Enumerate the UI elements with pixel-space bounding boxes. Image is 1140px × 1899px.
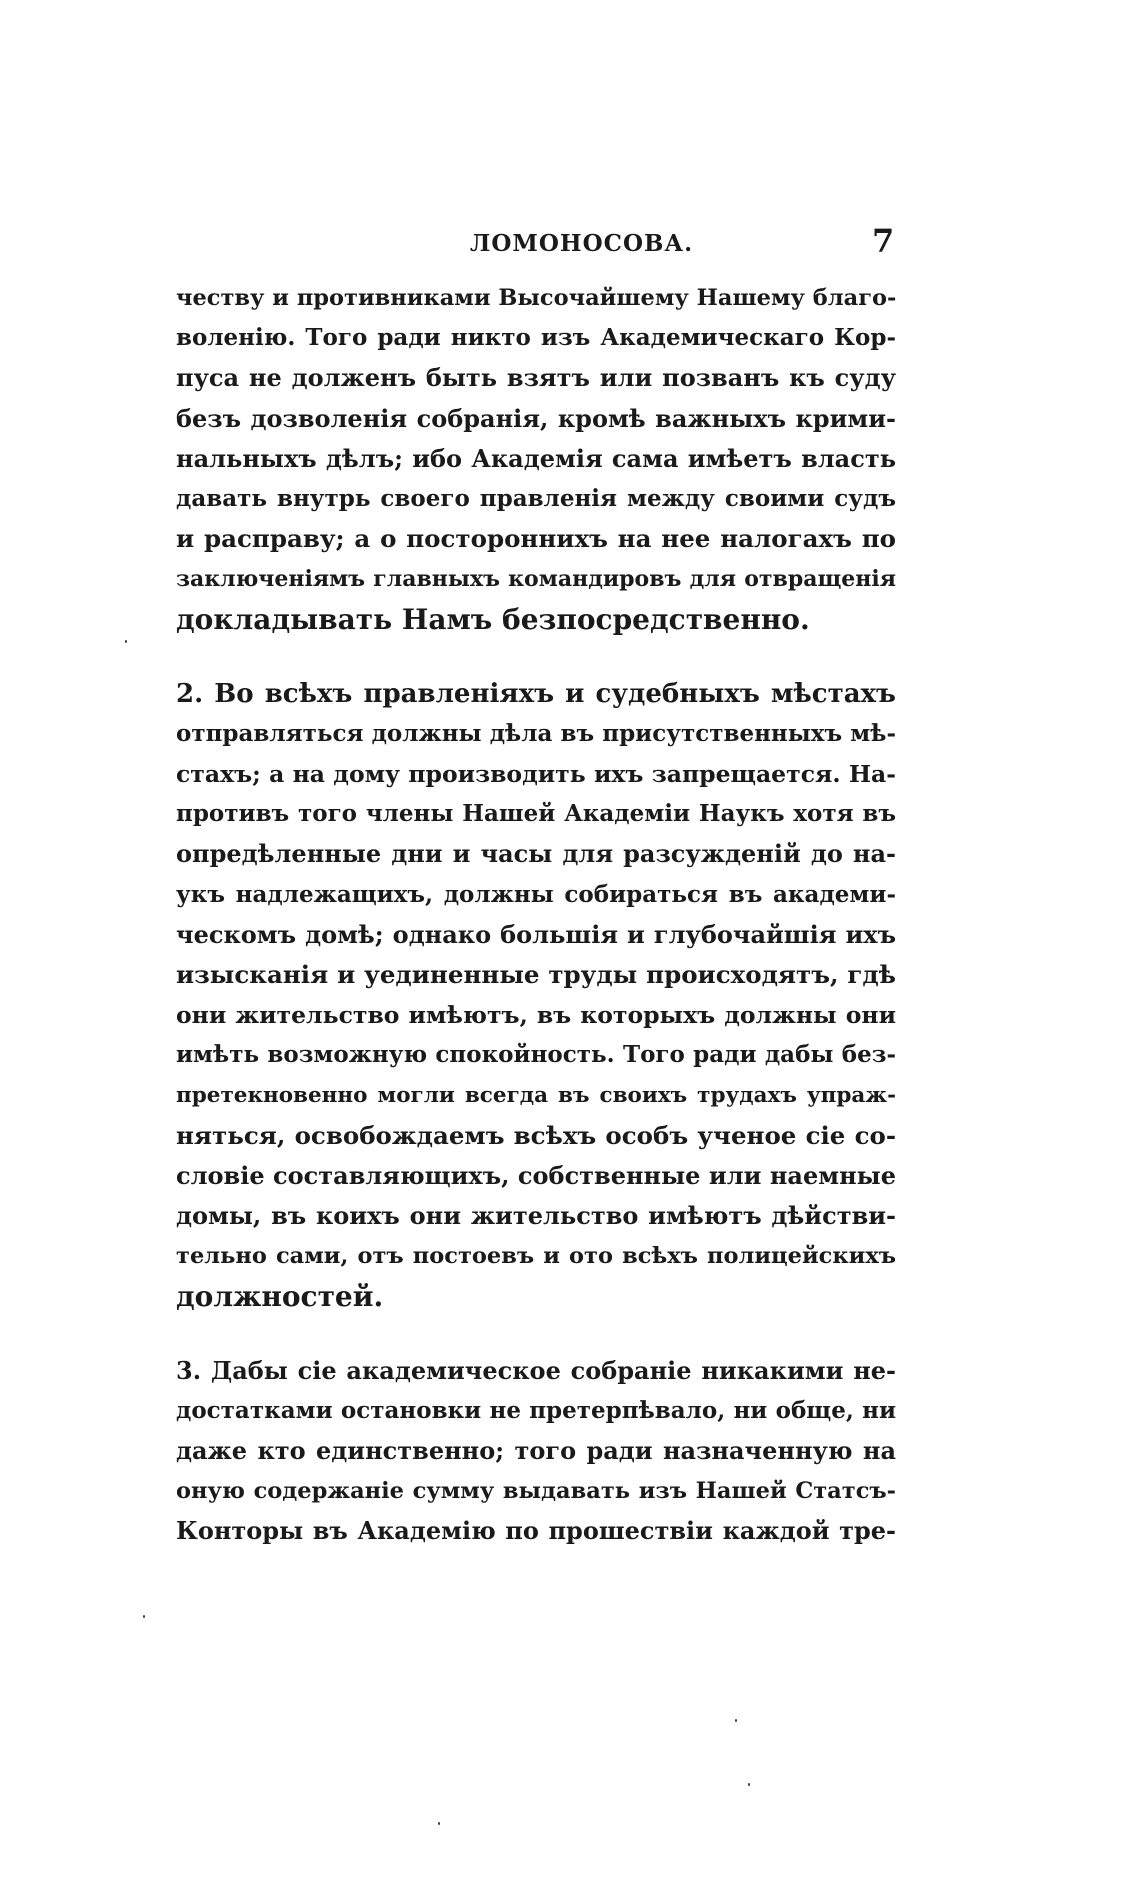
scan-speck xyxy=(735,1719,737,1722)
scan-speck xyxy=(143,1615,145,1618)
text-line: опредѣленные дни и часы для разсужденій до на- xyxy=(176,839,896,869)
scan-speck xyxy=(438,1822,440,1825)
text-line: должностей. xyxy=(176,1279,384,1313)
text-line: ческомъ домѣ; однако большія и глубочайшія ихъ xyxy=(176,919,896,949)
text-line: они жительство имѣютъ, въ которыхъ должны они xyxy=(176,1001,896,1030)
paragraph-gap xyxy=(176,1317,896,1351)
text-line: воленію. Того ради никто изъ Академическаго Кор- xyxy=(176,324,896,352)
paragraph xyxy=(176,674,896,1317)
text-line: тельно сами, отъ постоевъ и ото всѣхъ полицейскихъ xyxy=(176,1243,896,1270)
text-line: няться, освобождаемъ всѣхъ особъ ученое сіе со- xyxy=(176,1120,896,1150)
text-line: заключеніямъ главныхъ командировъ для отвращенія xyxy=(176,566,896,593)
text-line: словіе составляющихъ, собственные или наемные xyxy=(176,1160,896,1190)
text-line: противъ того члены Нашей Академіи Наукъ хотя въ xyxy=(176,800,896,828)
text-line: претекновенно могли всегда въ своихъ трудахъ упраж- xyxy=(176,1082,896,1108)
scan-speck xyxy=(748,1783,750,1786)
text-line: укъ надлежащихъ, должны собираться въ академи- xyxy=(176,880,896,908)
page-header xyxy=(0,222,1140,262)
text-line: давать внутрь своего правленія между своими судъ xyxy=(176,484,896,512)
text-line: отправляться должны дѣла въ присутственныхъ мѣ- xyxy=(176,719,896,747)
paragraph-gap xyxy=(176,640,896,674)
text-line: стахъ; а на дому производить ихъ запрещается. На- xyxy=(176,760,896,789)
text-line: достатками остановки не претерпѣвало, ни обще, ни xyxy=(176,1396,896,1424)
text-line: докладывать Намъ безпосредственно. xyxy=(176,602,810,636)
paragraph xyxy=(176,1351,896,1552)
body-text xyxy=(176,278,896,1552)
text-line: 2. Во всѣхъ правленіяхъ и судебныхъ мѣстахъ xyxy=(176,678,896,709)
paragraph xyxy=(176,278,896,640)
text-line: безъ дозволенія собранія, кромѣ важныхъ крими- xyxy=(176,403,896,433)
text-line: и расправу; а о постороннихъ на нее налогахъ по xyxy=(176,524,896,554)
scan-speck xyxy=(125,640,127,643)
text-line: нальныхъ дѣлъ; ибо Академія сама имѣетъ власть xyxy=(176,443,896,473)
text-line: домы, въ коихъ они жительство имѣютъ дѣйстви- xyxy=(176,1201,896,1231)
text-line: даже кто единственно; того ради назначенную на xyxy=(176,1436,896,1466)
text-line: имѣть возможную спокойность. Того ради дабы без- xyxy=(176,1041,896,1069)
text-line: Конторы въ Академію по прошествіи каждой тре- xyxy=(176,1516,896,1546)
text-line: пуса не долженъ быть взятъ или позванъ къ суду xyxy=(176,363,896,393)
text-line: 3. Дабы сіе академическое собраніе никакими не- xyxy=(176,1355,896,1385)
running-head: ЛОМОНОСОВА. xyxy=(470,230,694,257)
text-line: оную содержаніе сумму выдавать изъ Нашей Статсъ- xyxy=(176,1478,896,1505)
page-number: 7 xyxy=(872,222,895,260)
text-line: честву и противниками Высочайшему Нашему благо- xyxy=(176,285,897,311)
text-line: изысканія и уединенные труды происходятъ, гдѣ xyxy=(176,960,896,989)
